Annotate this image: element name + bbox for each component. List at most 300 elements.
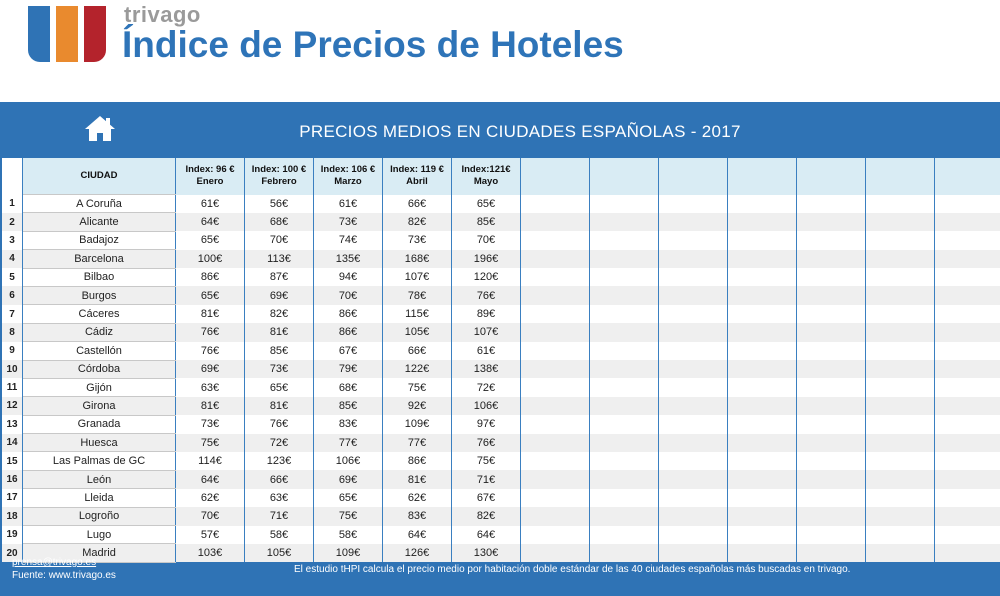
price-cell: 81€ [383, 470, 452, 488]
price-table [2, 158, 1000, 563]
empty-cell [866, 526, 935, 544]
empty-cell [728, 544, 797, 562]
empty-cell [866, 342, 935, 360]
table-row [2, 231, 1000, 249]
panel-title: PRECIOS MEDIOS EN CIUDADES ESPAÑOLAS - 2017 [299, 122, 741, 141]
footer-contact [12, 556, 116, 582]
table-row [2, 507, 1000, 525]
price-cell: 68€ [314, 378, 383, 396]
empty-cell [935, 360, 1000, 378]
price-cell: 81€ [245, 397, 314, 415]
month-name-label: Febrero [261, 176, 297, 188]
empty-cell [866, 250, 935, 268]
empty-cell [797, 415, 866, 433]
city-cell: Madrid [23, 544, 176, 562]
price-cell: 69€ [176, 360, 245, 378]
empty-cell [521, 305, 590, 323]
empty-cell [521, 250, 590, 268]
empty-cell [728, 360, 797, 378]
table-row [2, 434, 1000, 452]
price-cell: 85€ [245, 342, 314, 360]
row-number: 19 [2, 526, 23, 544]
empty-cell [797, 286, 866, 304]
table-row [2, 470, 1000, 488]
price-cell: 97€ [452, 415, 521, 433]
empty-cell [935, 470, 1000, 488]
empty-cell [590, 323, 659, 341]
price-cell: 68€ [245, 213, 314, 231]
empty-cell [590, 489, 659, 507]
price-cell: 65€ [245, 378, 314, 396]
empty-cell [866, 323, 935, 341]
price-cell: 56€ [245, 195, 314, 213]
price-cell: 58€ [245, 526, 314, 544]
empty-cell [659, 268, 728, 286]
empty-cell [866, 286, 935, 304]
empty-cell [935, 489, 1000, 507]
price-cell: 82€ [452, 507, 521, 525]
price-cell: 79€ [314, 360, 383, 378]
price-cell: 66€ [245, 470, 314, 488]
empty-cell [866, 378, 935, 396]
empty-cell [590, 250, 659, 268]
table-row [2, 544, 1000, 562]
price-cell: 72€ [245, 434, 314, 452]
price-cell: 92€ [383, 397, 452, 415]
price-cell: 64€ [176, 470, 245, 488]
empty-cell [728, 342, 797, 360]
empty-cell [659, 544, 728, 562]
empty-cell [866, 544, 935, 562]
city-cell: Gijón [23, 378, 176, 396]
empty-cell [521, 323, 590, 341]
empty-cell [797, 231, 866, 249]
table-row [2, 323, 1000, 341]
row-number: 18 [2, 507, 23, 525]
empty-cell [728, 250, 797, 268]
empty-cell [866, 360, 935, 378]
price-cell: 81€ [176, 397, 245, 415]
empty-cell [521, 489, 590, 507]
price-cell: 70€ [314, 286, 383, 304]
price-table-container [2, 158, 998, 560]
empty-cell [590, 526, 659, 544]
page-title: Índice de Precios de Hoteles [122, 24, 624, 65]
footer-note: El estudio tHPI calcula el precio medio por habitación doble estándar de las 40 ciudades españolas más buscadas en trivago. [294, 564, 851, 575]
price-cell: 71€ [245, 507, 314, 525]
month-column-header [176, 158, 245, 195]
price-cell: 62€ [176, 489, 245, 507]
price-cell: 130€ [452, 544, 521, 562]
empty-cell [866, 452, 935, 470]
empty-cell [728, 286, 797, 304]
price-cell: 86€ [383, 452, 452, 470]
empty-cell [659, 507, 728, 525]
price-cell: 73€ [314, 213, 383, 231]
city-cell: Las Palmas de GC [23, 452, 176, 470]
month-name-label: Enero [196, 176, 224, 188]
city-cell: Cáceres [23, 305, 176, 323]
empty-cell [521, 415, 590, 433]
empty-cell [590, 397, 659, 415]
price-cell: 168€ [383, 250, 452, 268]
price-cell: 114€ [176, 452, 245, 470]
empty-cell [521, 195, 590, 213]
empty-cell [521, 342, 590, 360]
price-cell: 123€ [245, 452, 314, 470]
empty-cell [866, 470, 935, 488]
row-number: 12 [2, 397, 23, 415]
empty-cell [590, 195, 659, 213]
row-number: 8 [2, 323, 23, 341]
empty-cell [728, 489, 797, 507]
price-cell: 75€ [383, 378, 452, 396]
table-row [2, 305, 1000, 323]
row-number: 7 [2, 305, 23, 323]
city-cell: León [23, 470, 176, 488]
row-number: 13 [2, 415, 23, 433]
empty-cell [935, 195, 1000, 213]
empty-cell [866, 397, 935, 415]
price-cell: 81€ [176, 305, 245, 323]
price-cell: 58€ [314, 526, 383, 544]
empty-cell [728, 470, 797, 488]
empty-cell [797, 507, 866, 525]
empty-cell [797, 250, 866, 268]
price-cell: 75€ [176, 434, 245, 452]
source-text: Fuente: www.trivago.es [12, 570, 116, 581]
row-number: 9 [2, 342, 23, 360]
price-cell: 109€ [314, 544, 383, 562]
empty-cell [590, 231, 659, 249]
empty-cell [659, 286, 728, 304]
empty-cell [866, 268, 935, 286]
empty-column-header [797, 158, 866, 195]
empty-cell [935, 434, 1000, 452]
price-cell: 86€ [314, 305, 383, 323]
city-cell: Cádiz [23, 323, 176, 341]
price-cell: 64€ [452, 526, 521, 544]
empty-column-header [659, 158, 728, 195]
empty-cell [797, 378, 866, 396]
price-cell: 76€ [245, 415, 314, 433]
price-cell: 73€ [176, 415, 245, 433]
price-cell: 81€ [245, 323, 314, 341]
empty-cell [590, 507, 659, 525]
row-number: 14 [2, 434, 23, 452]
empty-cell [728, 434, 797, 452]
empty-cell [659, 526, 728, 544]
empty-cell [866, 195, 935, 213]
price-cell: 100€ [176, 250, 245, 268]
price-cell: 73€ [245, 360, 314, 378]
empty-cell [797, 470, 866, 488]
price-cell: 126€ [383, 544, 452, 562]
city-cell: Barcelona [23, 250, 176, 268]
empty-cell [659, 489, 728, 507]
table-row [2, 360, 1000, 378]
price-cell: 65€ [452, 195, 521, 213]
empty-cell [935, 397, 1000, 415]
price-cell: 71€ [452, 470, 521, 488]
row-number: 16 [2, 470, 23, 488]
empty-cell [935, 452, 1000, 470]
city-column-header: CIUDAD [23, 158, 176, 195]
price-cell: 75€ [314, 507, 383, 525]
empty-cell [935, 342, 1000, 360]
price-cell: 75€ [452, 452, 521, 470]
empty-cell [659, 342, 728, 360]
empty-cell [935, 415, 1000, 433]
price-cell: 106€ [452, 397, 521, 415]
empty-cell [728, 378, 797, 396]
month-column-header [245, 158, 314, 195]
price-cell: 78€ [383, 286, 452, 304]
city-cell: Bilbao [23, 268, 176, 286]
city-cell: Huesca [23, 434, 176, 452]
price-cell: 120€ [452, 268, 521, 286]
table-row [2, 452, 1000, 470]
price-cell: 107€ [452, 323, 521, 341]
price-cell: 66€ [383, 195, 452, 213]
empty-cell [866, 434, 935, 452]
city-cell: Lugo [23, 526, 176, 544]
empty-cell [521, 286, 590, 304]
empty-cell [728, 195, 797, 213]
empty-cell [866, 507, 935, 525]
empty-cell [935, 526, 1000, 544]
price-cell: 62€ [383, 489, 452, 507]
month-name-label: Abril [406, 176, 428, 188]
city-cell: Logroño [23, 507, 176, 525]
row-number: 10 [2, 360, 23, 378]
empty-cell [659, 470, 728, 488]
empty-cell [728, 323, 797, 341]
empty-cell [521, 268, 590, 286]
empty-column-header [728, 158, 797, 195]
price-cell: 76€ [452, 286, 521, 304]
price-cell: 76€ [176, 323, 245, 341]
price-cell: 64€ [383, 526, 452, 544]
empty-cell [521, 360, 590, 378]
city-cell: Granada [23, 415, 176, 433]
month-index-label: Index: 106 € [320, 164, 376, 176]
press-email-link[interactable]: prensa@trivago.es [12, 557, 97, 568]
trivago-logo [28, 6, 108, 62]
price-cell: 67€ [314, 342, 383, 360]
empty-cell [659, 397, 728, 415]
month-index-label: Index: 100 € [251, 164, 307, 176]
empty-cell [521, 397, 590, 415]
price-cell: 65€ [176, 286, 245, 304]
empty-cell [659, 213, 728, 231]
logo-bar-blue [28, 6, 50, 62]
row-number-header [2, 158, 23, 195]
month-name-label: Mayo [473, 176, 499, 188]
empty-cell [590, 342, 659, 360]
empty-cell [728, 526, 797, 544]
price-cell: 66€ [383, 342, 452, 360]
price-cell: 85€ [452, 213, 521, 231]
city-cell: Lleida [23, 489, 176, 507]
row-number: 20 [2, 544, 23, 562]
empty-cell [659, 452, 728, 470]
price-cell: 105€ [245, 544, 314, 562]
empty-cell [935, 286, 1000, 304]
empty-cell [935, 323, 1000, 341]
price-cell: 61€ [176, 195, 245, 213]
row-number: 1 [2, 195, 23, 213]
month-index-label: Index: 119 € [390, 164, 444, 176]
empty-cell [935, 305, 1000, 323]
empty-cell [728, 415, 797, 433]
empty-cell [590, 268, 659, 286]
price-cell: 86€ [314, 323, 383, 341]
empty-cell [797, 489, 866, 507]
month-column-header [452, 158, 521, 195]
table-header-row [2, 158, 1000, 195]
empty-column-header [935, 158, 1000, 195]
price-cell: 115€ [383, 305, 452, 323]
empty-cell [521, 544, 590, 562]
price-cell: 77€ [383, 434, 452, 452]
empty-cell [659, 360, 728, 378]
empty-cell [728, 305, 797, 323]
city-cell: Girona [23, 397, 176, 415]
empty-cell [935, 268, 1000, 286]
price-cell: 72€ [452, 378, 521, 396]
row-number: 15 [2, 452, 23, 470]
price-cell: 109€ [383, 415, 452, 433]
empty-cell [521, 378, 590, 396]
empty-cell [935, 250, 1000, 268]
city-cell: A Coruña [23, 195, 176, 213]
logo-bar-red [84, 6, 106, 62]
month-index-label: Index:121€ [461, 164, 511, 176]
empty-cell [797, 544, 866, 562]
empty-cell [797, 434, 866, 452]
empty-cell [521, 452, 590, 470]
price-cell: 61€ [452, 342, 521, 360]
price-cell: 113€ [245, 250, 314, 268]
empty-cell [590, 415, 659, 433]
month-name-label: Marzo [334, 176, 362, 188]
brand-name: trivago [124, 2, 201, 27]
row-number: 2 [2, 213, 23, 231]
empty-cell [590, 544, 659, 562]
price-cell: 83€ [314, 415, 383, 433]
price-cell: 83€ [383, 507, 452, 525]
table-body [2, 195, 1000, 563]
price-cell: 86€ [176, 268, 245, 286]
empty-cell [659, 231, 728, 249]
table-row [2, 195, 1000, 213]
city-cell: Burgos [23, 286, 176, 304]
empty-cell [728, 452, 797, 470]
empty-cell [866, 489, 935, 507]
empty-cell [590, 470, 659, 488]
price-cell: 87€ [245, 268, 314, 286]
price-cell: 63€ [245, 489, 314, 507]
price-cell: 105€ [383, 323, 452, 341]
empty-cell [590, 286, 659, 304]
month-column-header [383, 158, 452, 195]
logo-bar-orange [56, 6, 78, 62]
empty-cell [797, 397, 866, 415]
price-cell: 94€ [314, 268, 383, 286]
empty-cell [590, 213, 659, 231]
month-column-header [314, 158, 383, 195]
price-cell: 122€ [383, 360, 452, 378]
table-row [2, 268, 1000, 286]
empty-column-header [521, 158, 590, 195]
price-cell: 70€ [452, 231, 521, 249]
price-cell: 70€ [176, 507, 245, 525]
empty-cell [935, 213, 1000, 231]
empty-cell [659, 323, 728, 341]
city-cell: Córdoba [23, 360, 176, 378]
empty-cell [659, 195, 728, 213]
price-cell: 103€ [176, 544, 245, 562]
empty-cell [935, 378, 1000, 396]
row-number: 5 [2, 268, 23, 286]
table-row [2, 286, 1000, 304]
row-number: 17 [2, 489, 23, 507]
empty-cell [590, 378, 659, 396]
empty-column-header [866, 158, 935, 195]
price-cell: 76€ [452, 434, 521, 452]
price-cell: 65€ [314, 489, 383, 507]
row-number: 4 [2, 250, 23, 268]
empty-cell [521, 507, 590, 525]
price-cell: 61€ [314, 195, 383, 213]
empty-cell [797, 305, 866, 323]
empty-cell [866, 415, 935, 433]
empty-cell [659, 305, 728, 323]
empty-cell [590, 305, 659, 323]
month-index-label: Index: 96 € [185, 164, 235, 176]
empty-cell [728, 231, 797, 249]
price-cell: 138€ [452, 360, 521, 378]
price-cell: 63€ [176, 378, 245, 396]
price-cell: 82€ [245, 305, 314, 323]
empty-cell [521, 231, 590, 249]
empty-cell [797, 360, 866, 378]
price-cell: 73€ [383, 231, 452, 249]
empty-cell [521, 434, 590, 452]
empty-cell [866, 305, 935, 323]
price-cell: 85€ [314, 397, 383, 415]
empty-cell [521, 526, 590, 544]
empty-cell [659, 415, 728, 433]
empty-cell [935, 231, 1000, 249]
empty-cell [935, 507, 1000, 525]
empty-cell [935, 544, 1000, 562]
city-cell: Badajoz [23, 231, 176, 249]
row-number: 11 [2, 378, 23, 396]
empty-cell [866, 213, 935, 231]
price-cell: 77€ [314, 434, 383, 452]
table-row [2, 415, 1000, 433]
table-row [2, 342, 1000, 360]
empty-cell [797, 213, 866, 231]
price-cell: 57€ [176, 526, 245, 544]
price-cell: 89€ [452, 305, 521, 323]
table-row [2, 250, 1000, 268]
price-cell: 70€ [245, 231, 314, 249]
price-cell: 82€ [383, 213, 452, 231]
city-cell: Castellón [23, 342, 176, 360]
